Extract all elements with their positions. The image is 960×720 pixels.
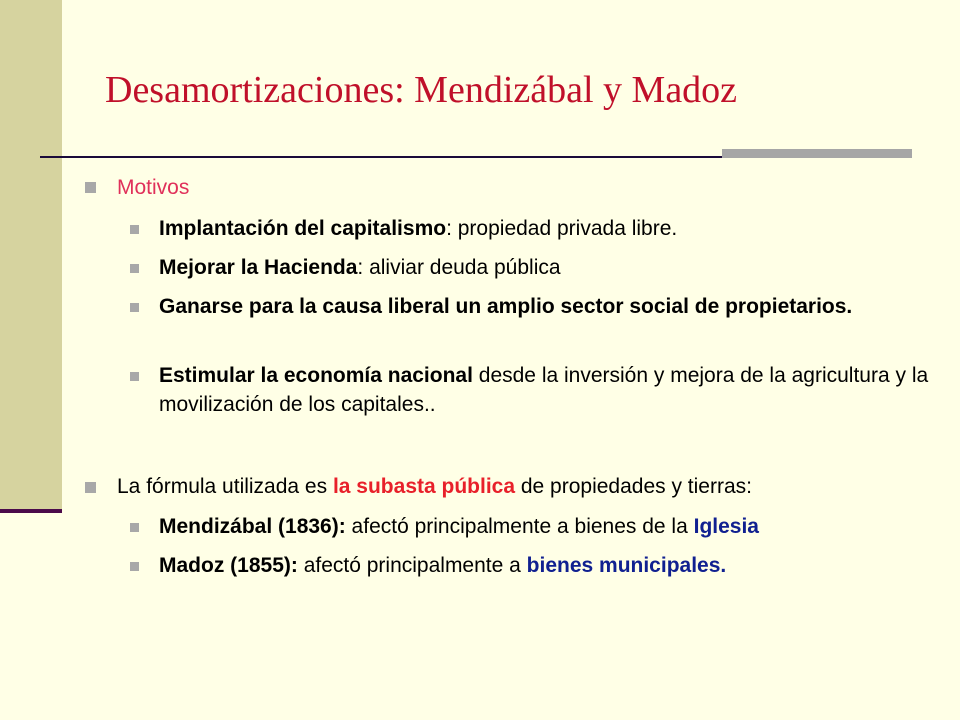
formula-item-bold: Mendizábal (1836): xyxy=(159,515,346,538)
motivo-item-text: : aliviar deuda pública xyxy=(357,256,561,279)
bullet-square-icon xyxy=(130,523,139,532)
formula-item-text: afectó principalmente a bienes de la xyxy=(345,515,694,538)
motivo-item-bold: Mejorar la Hacienda xyxy=(159,256,358,279)
motivo-item xyxy=(159,361,934,419)
bullet-square-icon xyxy=(130,225,139,234)
formula-item-emph: bienes municipales. xyxy=(526,554,727,577)
bullet-square-icon xyxy=(85,182,96,193)
formula-item-bold: Madoz (1855): xyxy=(159,554,298,577)
motivo-item-text: : propiedad privada libre. xyxy=(446,217,678,240)
motivo-item xyxy=(159,253,934,282)
motivo-item xyxy=(159,292,934,321)
motivo-item-bold: Implantación del capitalismo xyxy=(159,217,447,240)
formula-prefix: La fórmula utilizada es xyxy=(117,475,333,498)
formula-item-emph: Iglesia xyxy=(693,515,759,538)
motivo-item-bold: Estimular la economía nacional xyxy=(159,364,473,387)
bullet-square-icon xyxy=(85,482,96,493)
formula-item-text: afectó principalmente a xyxy=(297,554,527,577)
motivo-item-bold: Ganarse para la causa liberal un amplio sector social de propietarios. xyxy=(159,295,853,318)
motivos-heading: Motivos xyxy=(117,176,190,199)
formula-item xyxy=(159,512,934,541)
bullet-square-icon xyxy=(130,303,139,312)
bullet-square-icon xyxy=(130,264,139,273)
slide-title: Desamortizaciones: Mendizábal y Madoz xyxy=(105,69,738,111)
bullet-square-icon xyxy=(130,372,139,381)
formula-suffix: de propiedades y tierras: xyxy=(515,475,752,498)
formula-line xyxy=(117,475,752,499)
motivo-item xyxy=(159,214,934,243)
formula-item xyxy=(159,551,934,580)
formula-highlight: la subasta pública xyxy=(332,475,516,498)
bullet-square-icon xyxy=(130,562,139,571)
motivo-item-text: desde la inversión y mejora de la agricultura y la movilización de los capitales.. xyxy=(159,364,929,416)
